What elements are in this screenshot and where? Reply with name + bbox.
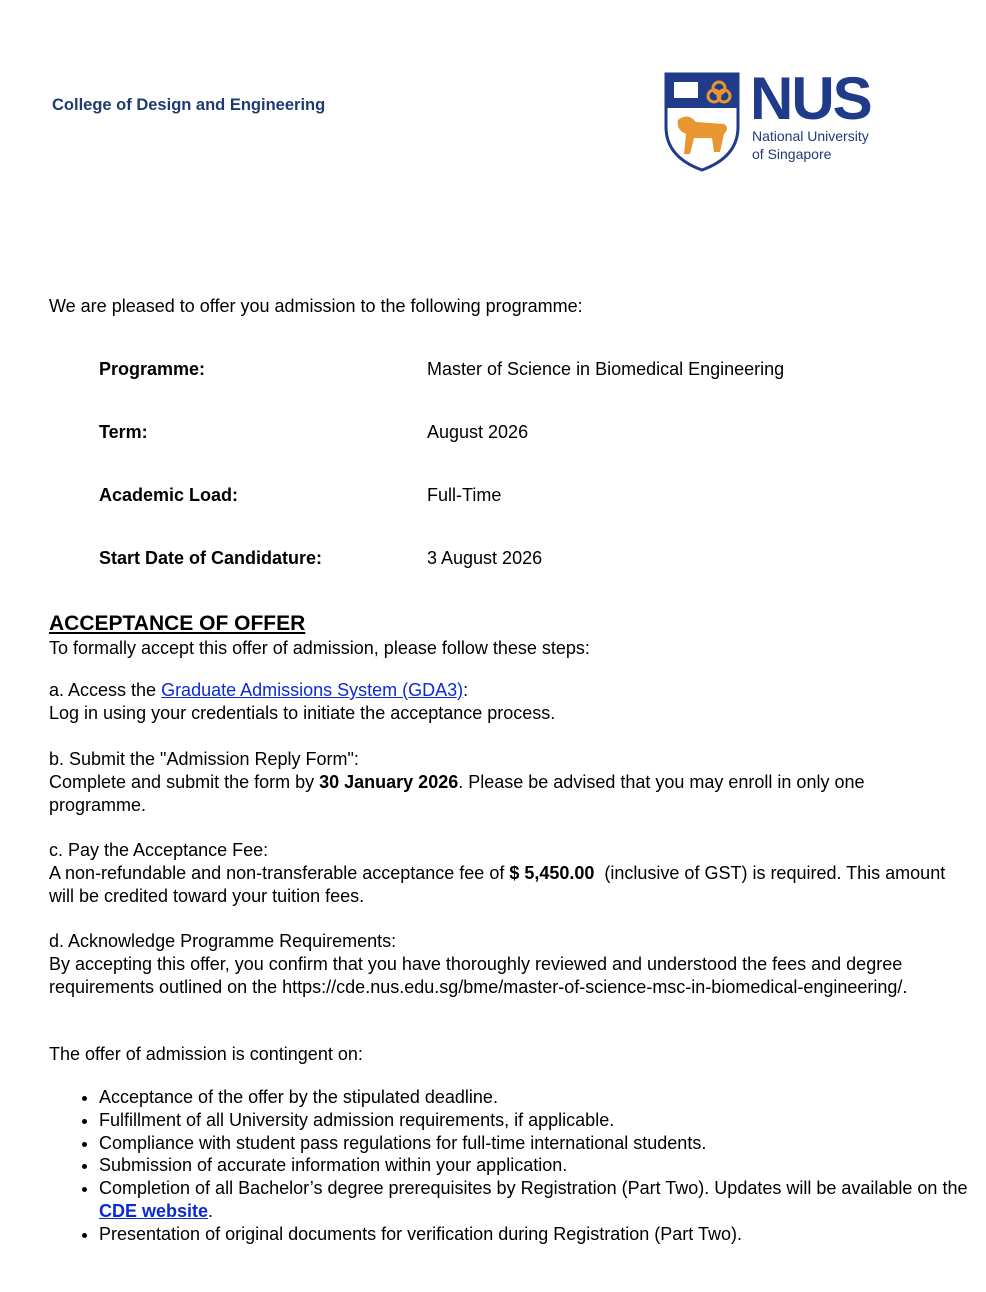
logo-wordmark: NUS [750,65,871,132]
contingent-list [49,1086,979,1246]
detail-label-start: Start Date of Candidature: [99,548,323,568]
step-d-body: By accepting this offer, you confirm that you have thoroughly reviewed and understood the fees and degree requirements outlined on the https://cde.nus.edu.sg/bme/master-of-science-msc-in-biomedical-engineering/. [49,954,908,997]
contingent-intro: The offer of admission is contingent on: [49,1044,363,1064]
logo-line2: of Singapore [752,146,832,162]
step-c-body-post: (inclusive of GST) is required. This amount will be credited toward your tuition fees. [49,863,951,906]
acceptance-heading: ACCEPTANCE OF OFFER [49,612,306,635]
list-item: • Fulfillment of all University admission requirements, if applicable. [99,1109,979,1132]
step-a [49,679,949,725]
acceptance-fee: $ 5,450.00 [509,863,595,883]
list-item: • Presentation of original documents for verification during Registration (Part Two). [99,1223,979,1246]
logo-line1: National University [752,128,869,144]
detail-value-programme: Master of Science in Biomedical Engineering [427,359,785,379]
step-a-suffix: : [463,680,469,700]
step-d [49,930,949,999]
detail-value-term: August 2026 [427,422,529,442]
step-b [49,748,949,817]
detail-label-load: Academic Load: [99,485,239,505]
nus-logo [664,65,894,176]
step-c-title: c. Pay the Acceptance Fee: [49,840,269,860]
detail-label-term: Term: [99,422,148,442]
list-item: • Acceptance of the offer by the stipulated deadline. [99,1086,979,1109]
step-a-prefix: a. Access the [49,680,162,700]
step-b-title: b. Submit the "Admission Reply Form": [49,749,359,769]
detail-label-programme: Programme: [99,359,206,379]
acceptance-intro: To formally accept this offer of admission, please follow these steps: [49,638,590,658]
step-c-body-pre: A non-refundable and non-transferable acceptance fee of [49,863,510,883]
item5-post: . [208,1200,214,1221]
step-d-title: d. Acknowledge Programme Requirements: [49,931,397,951]
college-name: College of Design and Engineering [52,96,326,114]
list-item: • Submission of accurate information within your application. [99,1154,979,1177]
intro-text: We are pleased to offer you admission to the following programme: [49,296,583,316]
cde-website-link[interactable]: CDE website [99,1200,209,1221]
step-b-body-post: . Please be advised that you may enroll in only one programme. [49,772,865,815]
deadline-date: 30 January 2026 [319,772,459,792]
step-b-body-pre: Complete and submit the form by [49,772,320,792]
item5-text: Completion of all Bachelor’s degree prerequisites by Registration (Part Two). Updates will be available on the [99,1178,968,1199]
detail-value-start: 3 August 2026 [427,548,543,568]
list-item: • Compliance with student pass regulations for full-time international students. [99,1132,979,1155]
step-c [49,839,949,908]
list-item [99,1177,979,1223]
step-a-body: Log in using your credentials to initiate the acceptance process. [49,703,556,723]
nus-crest-icon [664,72,740,172]
detail-value-load: Full-Time [427,485,502,505]
gda3-link[interactable]: Graduate Admissions System (GDA3) [161,680,464,700]
